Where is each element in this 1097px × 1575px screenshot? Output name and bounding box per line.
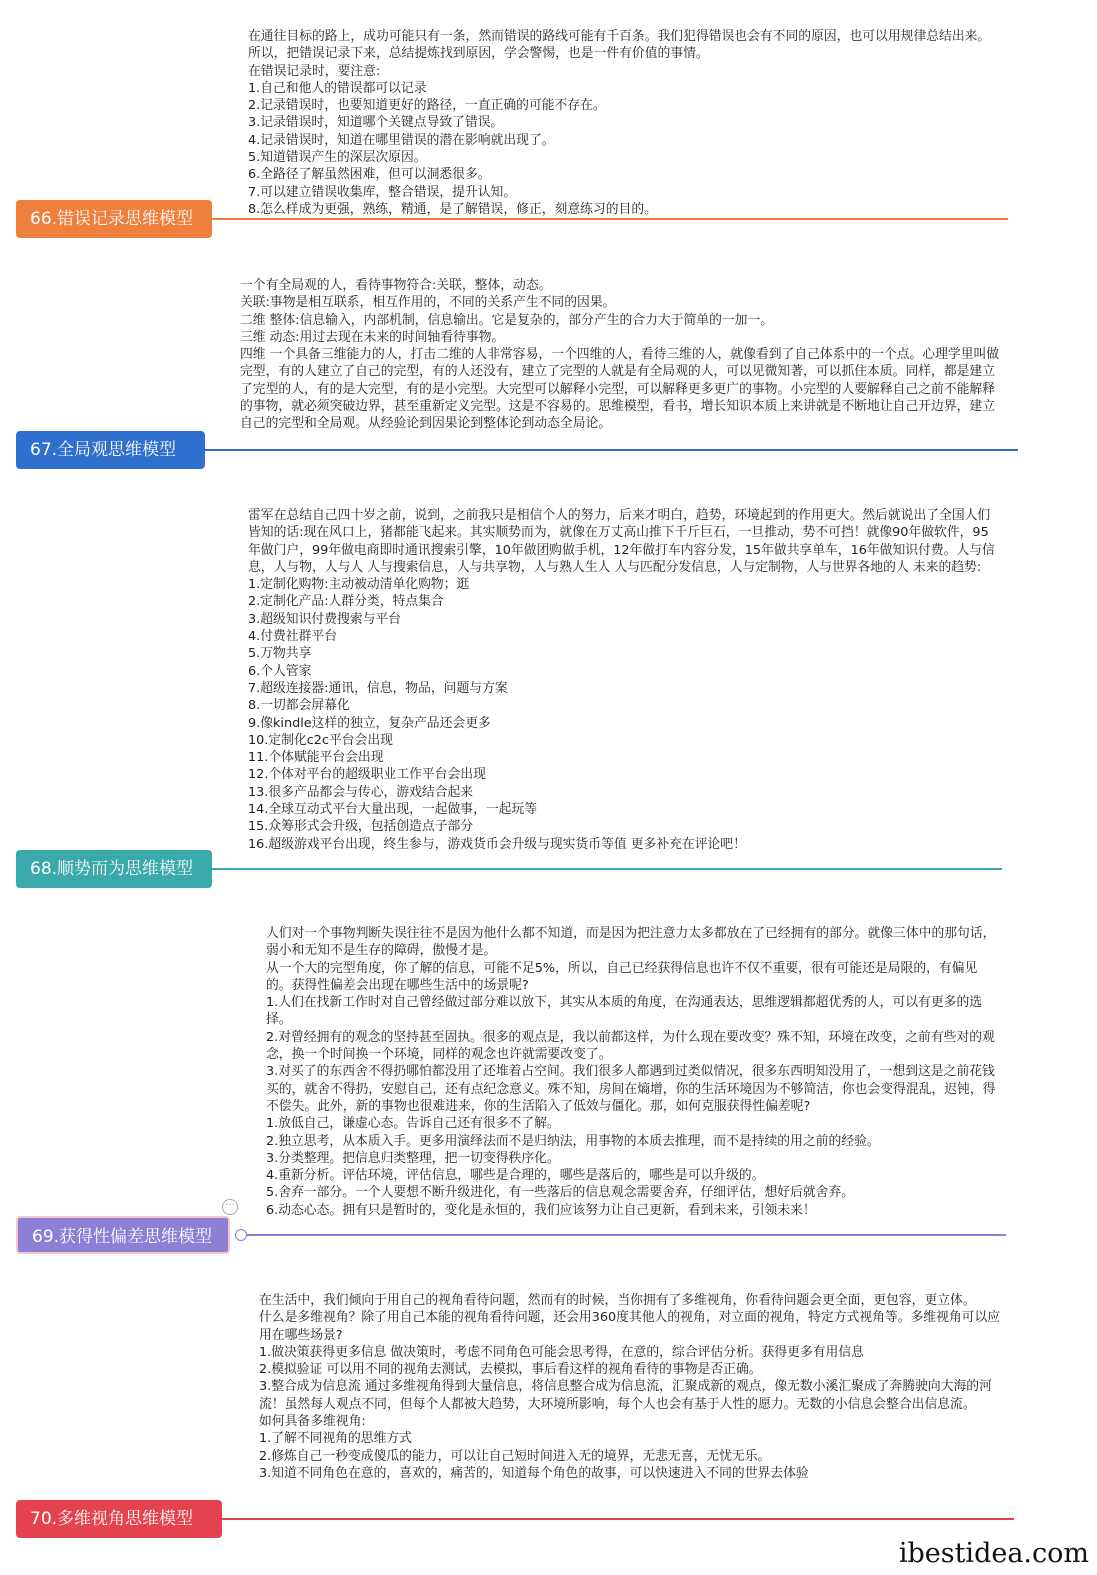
- section-67-text: [240, 277, 1006, 433]
- text-line: 4.记录错误时，知道在哪里错误的潜在影响就出现了。: [248, 132, 555, 148]
- text-line: 1.自己和他人的错误都可以记录: [248, 80, 427, 96]
- watermark: ibestidea.com: [898, 1538, 1089, 1569]
- node-70[interactable]: 70.多维视角思维模型: [16, 1500, 222, 1538]
- text-line: 雷军在总结自己四十岁之前，说到，之前我只是相信个人的努力，后来才明白，趋势，环境起到的作用更大。然后就说出了全国人们皆知的话:现在风口上，猪都能飞起来。其实顺势而为，就像在万丈高山推下千斤巨石，一旦推动，势不可挡！就像90年做软件，95年做门户，99年做电商即时通讯搜索引擎，10年做团购做手机，12年做打车内容分发，15年做共享单车，16年做知识付费。人与信息，人与物，人与人 人与搜索信息，人与共享物，人与熟人生人 人与匹配分发信息，人与定制物，人与世界各地的人 未来的趋势:: [248, 508, 995, 575]
- text-line: 6.个人管家: [248, 663, 312, 679]
- text-line: 在通往目标的路上，成功可能只有一条，然而错误的路线可能有千百条。我们犯得错误也会有不同的原因，也可以用规律总结出来。所以，把错误记录下来，总结提炼找到原因，学会警惕，也是一件有价值的事情。: [248, 29, 991, 62]
- text-line: 1.定制化购物:主动被动清单化购物；逛: [248, 577, 470, 593]
- text-line: 7.可以建立错误收集库，整合错误，提升认知。: [248, 184, 517, 200]
- text-line: 11.个体赋能平台会出现: [248, 750, 384, 766]
- text-line: 4.付费社群平台: [248, 629, 337, 645]
- text-line: 1.放低自己，谦虚心态。告诉自己还有很多不了解。: [266, 1116, 560, 1132]
- text-line: 2.记录错误时，也要知道更好的路径，一直正确的可能不存在。: [248, 98, 606, 114]
- text-line: 3.知道不同角色在意的，喜欢的，痛苦的，知道每个角色的故事，可以快速进入不同的世界去体验: [259, 1465, 809, 1481]
- connector-70: [222, 1518, 1014, 1520]
- section-68-text: [248, 507, 1000, 853]
- text-line: 3.记录错误时，知道哪个关键点导致了错误。: [248, 115, 504, 131]
- text-line: 5.舍弃一部分。一个人要想不断升级进化，有一些落后的信息观念需要舍弃，仔细评估，想好后就舍弃。: [266, 1185, 855, 1201]
- text-line: 在错误记录时，要注意:: [248, 63, 381, 79]
- text-line: 如何具备多维视角:: [259, 1414, 366, 1430]
- text-line: 在生活中，我们倾向于用自己的视角看待问题，然而有的时候，当你拥有了多维视角，你看待问题会更全面，更包容，更立体。: [259, 1293, 976, 1308]
- text-line: 13.很多产品都会与传心，游戏结合起来: [248, 784, 474, 800]
- text-line: 8.一切都会屏幕化: [248, 698, 350, 714]
- text-line: 3.超级知识付费搜索与平台: [248, 611, 401, 627]
- connector-69: [247, 1234, 1006, 1236]
- node-69[interactable]: 69.获得性偏差思维模型: [16, 1216, 230, 1254]
- connector-66: [212, 218, 1008, 220]
- text-line: 5.万物共享: [248, 646, 312, 662]
- section-70-text: [259, 1292, 1004, 1482]
- text-line: 3.对买了的东西舍不得扔哪怕都没用了还堆着占空间。我们很多人都遇到过类似情况，很多东西明知没用了，一想到这是之前花钱买的，就舍不得扔，安慰自己，还有点纪念意义。殊不知，房间在熵增，你的生活环境因为不够简洁，你也会变得混乱，迟钝，得不偿失。此外，新的事物也很难进来，你的生活陷入了低效与僵化。那，如何克服获得性偏差呢?: [266, 1064, 996, 1114]
- text-line: 12.个体对平台的超级职业工作平台会出现: [248, 767, 486, 783]
- text-line: 什么是多维视角？除了用自己本能的视角看待问题，还会用360度其他人的视角，对立面的视角，特定方式视角等。多维视角可以应用在哪些场景?: [259, 1310, 1001, 1343]
- text-line: 9.像kindle这样的独立，复杂产品还会更多: [248, 715, 491, 731]
- text-line: 从一个大的完型角度，你了解的信息，可能不足5%，所以，自己已经获得信息也许不仅不重要，很有可能还是局限的，有偏见的。获得性偏差会出现在哪些生活中的场景呢?: [266, 960, 978, 993]
- more-options-icon[interactable]: ···: [222, 1199, 238, 1215]
- text-line: 关联:事物是相互联系，相互作用的，不同的关系产生不同的因果。: [240, 295, 616, 311]
- text-line: 15.众筹形式会升级，包括创造点子部分: [248, 819, 474, 835]
- text-line: 2.定制化产品:人群分类，特点集合: [248, 594, 444, 610]
- text-line: 10.定制化c2c平台会出现: [248, 732, 393, 748]
- section-69-text: [266, 925, 1000, 1219]
- text-line: 8.怎么样成为更强，熟练，精通，是了解错误，修正，刻意练习的目的。: [248, 201, 657, 217]
- text-line: 7.超级连接器:通讯，信息，物品，问题与方案: [248, 680, 508, 696]
- text-line: 16.超级游戏平台出现，终生参与，游戏货币会升级与现实货币等值 更多补充在评论吧！: [248, 836, 746, 852]
- text-line: 2.对曾经拥有的观念的坚持甚至固执。很多的观点是，我以前都这样，为什么现在要改变？殊不知，环境在改变，之前有些对的观念，换一个时间换一个环境，同样的观念也许就需要改变了。: [266, 1029, 995, 1063]
- text-line: 一个有全局观的人，看待事物符合:关联，整体，动态。: [240, 278, 552, 293]
- node-67[interactable]: 67.全局观思维模型: [16, 431, 205, 469]
- section-66-text: [248, 28, 1000, 218]
- node-68[interactable]: 68.顺势而为思维模型: [16, 850, 212, 888]
- text-line: 1.人们在找新工作时对自己曾经做过部分难以放下，其实从本质的角度，在沟通表达，思维逻辑都超优秀的人，可以有更多的选择。: [266, 995, 983, 1028]
- text-line: 1.做决策获得更多信息 做决策时，考虑不同角色可能会思考得，在意的，综合评估分析。获得更多有用信息: [259, 1344, 864, 1360]
- text-line: 4.重新分析。评估环境，评估信息，哪些是合理的，哪些是落后的，哪些是可以升级的。: [266, 1168, 765, 1184]
- text-line: 6.全路径了解虽然困难，但可以洞悉很多。: [248, 167, 491, 183]
- text-line: 1.了解不同视角的思维方式: [259, 1431, 412, 1447]
- text-line: 6.动态心态。拥有只是暂时的，变化是永恒的，我们应该努力让自己更新，看到未来，引领未来！: [266, 1202, 816, 1218]
- text-line: 2.模拟验证 可以用不同的视角去测试，去模拟，事后看这样的视角看待的事物是否正确。: [259, 1362, 762, 1378]
- node-66[interactable]: 66.错误记录思维模型: [16, 200, 212, 238]
- text-line: 3.整合成为信息流 通过多维视角得到大量信息，将信息整合成为信息流，汇聚成新的观点，像无数小溪汇聚成了奔腾驶向大海的河流！虽然每人观点不同，但每个人都被大趋势，大环境所影响，每个人也会有基于人性的愿力。无数的小信息会整合出信息流。: [259, 1379, 992, 1412]
- text-line: 二维 整体:信息输入，内部机制，信息输出。它是复杂的，部分产生的合力大于简单的一加一。: [240, 312, 774, 328]
- text-line: 3.分类整理。把信息归类整理，把一切变得秩序化。: [266, 1150, 560, 1166]
- text-line: 14.全球互动式平台大量出现，一起做事，一起玩等: [248, 802, 538, 818]
- connector-67: [205, 449, 1018, 451]
- text-line: 人们对一个事物判断失误往往不是因为他什么都不知道，而是因为把注意力太多都放在了已经拥有的部分。就像三体中的那句话，弱小和无知不是生存的障碍，傲慢才是。: [266, 926, 996, 959]
- connector-68: [212, 868, 1002, 870]
- collapse-toggle-icon[interactable]: [235, 1229, 247, 1241]
- text-line: 2.修炼自己一秒变成傻瓜的能力，可以让自己短时间进入无的境界，无悲无喜，无忧无乐。: [259, 1448, 771, 1464]
- text-line: 5.知道错误产生的深层次原因。: [248, 150, 427, 166]
- text-line: 四维 一个具备三维能力的人，打击二维的人非常容易，一个四维的人，看待三维的人，就像看到了自己体系中的一个点。心理学里叫做完型，有的人建立了自己的完型，有的人还没有，建立了完型的人就是有全局观的人，可以见微知著，可以抓住本质。同样，都是建立了完型的人，有的是大完型，有的是小完型。大完型可以解释小完型，可以解释更多更广的事物。小完型的人要解释自己之前不能解释的事物，就必须突破边界，甚至重新定义完型。这是不容易的。思维模型，看书，增长知识本质上来讲就是不断地让自己开边界，建立自己的完型和全局观。从经验论到因果论到整体论到动态全局论。: [240, 347, 1000, 432]
- text-line: 2.独立思考，从本质入手。更多用演绎法而不是归纳法，用事物的本质去推理，而不是持续的用之前的经验。: [266, 1133, 880, 1149]
- text-line: 三维 动态:用过去现在未来的时间轴看待事物。: [240, 329, 505, 345]
